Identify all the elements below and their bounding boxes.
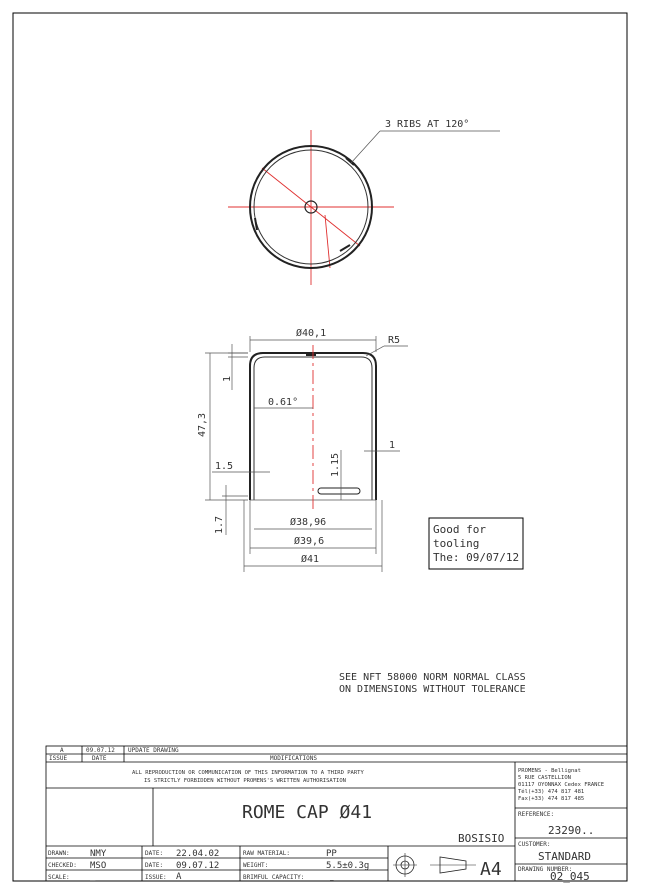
dim-bottom-offset: 1.7 (214, 515, 225, 534)
dim-d2: Ø39,6 (294, 536, 325, 547)
raw-material-value: PP (326, 849, 337, 859)
title-block (46, 746, 627, 883)
capacity-value: _ (330, 874, 334, 881)
confidential-1: ALL REPRODUCTION OR COMMUNICATION OF THIS INFORMATION TO A THIRD PARTY (132, 770, 364, 776)
general-note (339, 672, 526, 695)
dim-step: 1.5 (215, 461, 234, 472)
dim-top-thickness: 1 (222, 375, 233, 382)
projection-symbol-icon (393, 853, 476, 877)
raw-material-label: RAW MATERIAL: (243, 850, 290, 857)
reference-label: REFERENCE: (518, 811, 555, 818)
checked-label: CHECKED: (48, 862, 77, 869)
dim-angle: 0.61° (268, 397, 299, 408)
dim-rib: 1.15 (330, 452, 341, 477)
rib-note: 3 RIBS AT 120° (385, 119, 470, 130)
dim-wall-thickness: 1 (389, 440, 396, 451)
rev-date: 09.07.12 (86, 747, 115, 754)
issue-label: ISSUE: (145, 874, 167, 881)
date-value-2: 09.07.12 (176, 861, 220, 871)
hdr-modifications: MODIFICATIONS (270, 755, 317, 762)
dim-height: 47,3 (197, 412, 208, 437)
dim-d1: Ø38,96 (290, 517, 327, 528)
centerline-diagonal-b (325, 215, 330, 268)
approval-box (429, 518, 523, 569)
weight-value: 5.5±0.3g (326, 861, 370, 871)
rev-desc: UPDATE DRAWING (128, 747, 179, 754)
drawing-number-value: 02_045 (550, 870, 590, 883)
hdr-date: DATE (92, 755, 107, 762)
issue-value: A (176, 872, 182, 882)
weight-label: WEIGHT: (243, 862, 269, 869)
brand-name: BOSISIO (458, 832, 505, 845)
top-view (228, 119, 500, 285)
date-label-1: DATE: (145, 850, 164, 857)
hdr-issue: ISSUE (49, 755, 68, 762)
checked-value: MSO (90, 861, 107, 871)
note-line-2: ON DIMENSIONS WITHOUT TOLERANCE (339, 684, 526, 695)
dim-top-diameter: Ø40,1 (296, 328, 327, 339)
section-view (197, 327, 408, 572)
company-5: Fax(+33) 474 817 485 (518, 796, 585, 802)
company-2: 5 RUE CASTELLION (518, 775, 571, 781)
approval-line-3: The: 09/07/12 (433, 551, 520, 564)
capacity-label: BRIMFUL CAPACITY: (243, 874, 305, 881)
rib-slot (318, 488, 360, 494)
rib-mark-2 (255, 218, 257, 230)
company-1: PROMENS - Bellignat (518, 768, 581, 774)
scale-value: _ (90, 872, 96, 882)
customer-label: CUSTOMER: (518, 841, 551, 848)
rev-issue: A (60, 747, 64, 754)
dim-d3: Ø41 (301, 554, 320, 565)
date-value-1: 22.04.02 (176, 849, 220, 859)
reference-value: 23290.. (548, 824, 595, 837)
approval-line-1: Good for (433, 523, 486, 536)
drawing-number-label: DRAWING NUMBER: (518, 866, 573, 873)
radius-leader (366, 346, 384, 356)
date-label-2: DATE: (145, 862, 164, 869)
company-3: 01117 OYONNAX Cedex FRANCE (518, 782, 605, 788)
customer-value: STANDARD (538, 850, 591, 863)
drawn-label: DRAWN: (48, 850, 70, 857)
note-line-1: SEE NFT 58000 NORM NORMAL CLASS (339, 672, 526, 683)
rib-leader (351, 131, 380, 163)
dim-radius: R5 (388, 335, 401, 346)
confidential-2: IS STRICTLY FORBIDDEN WITHOUT PROMENS'S WRITTEN AUTHORISATION (144, 778, 346, 784)
sheet-size: A4 (480, 859, 502, 880)
approval-line-2: tooling (433, 537, 480, 550)
drawn-value: NMY (90, 849, 107, 859)
drawing-title: ROME CAP Ø41 (242, 802, 373, 823)
scale-label: SCALE: (48, 874, 70, 881)
company-4: Tél(+33) 474 817 481 (518, 789, 585, 795)
